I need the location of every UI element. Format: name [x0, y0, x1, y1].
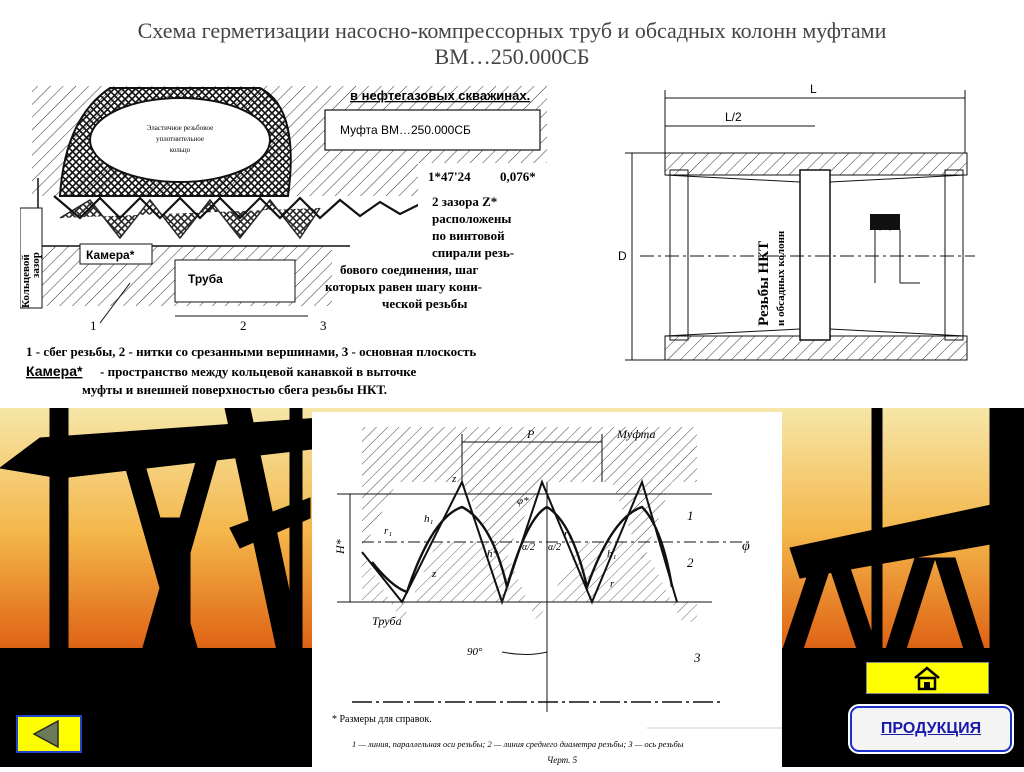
- angle-phi-label: φ: [742, 539, 750, 554]
- right-angle-label: 90°: [467, 646, 483, 658]
- note-line: спирали резь-: [432, 245, 515, 260]
- height-label: H*: [333, 539, 347, 554]
- pitch-label: P: [527, 427, 535, 441]
- legend-line: - пространство между кольцевой канавкой в выточке: [100, 364, 417, 379]
- ring-label: кольцо: [169, 146, 191, 154]
- ring-label: уплотнительное: [156, 135, 204, 143]
- legend-line: 1 - сбег резьбы, 2 - нитки со срезанными вершинами, 3 - основная плоскость: [26, 344, 477, 359]
- working-height-label: h₁: [607, 548, 617, 560]
- title-line-1: Схема герметизации насосно-компрессорных труб и обсадных колонн муфтами: [137, 18, 887, 43]
- legend-text: 1 — линия, параллельная оси резьбы; 2 — линия среднего диаметра резьбы; 3 — ось резьбы: [352, 739, 684, 749]
- home-icon: [867, 663, 988, 693]
- home-button[interactable]: [866, 662, 989, 694]
- pipe-label: Труба: [372, 614, 402, 628]
- ref-number: 1: [687, 508, 694, 523]
- diagram-subtitle: в нефтегазовых скважинах.: [350, 88, 531, 103]
- thread-label: Резьбы НКТ: [756, 240, 772, 326]
- profile-height-label: h*: [487, 548, 498, 560]
- angle-phi-label: φ*: [517, 495, 529, 507]
- ring-gap-label: зазор: [30, 252, 42, 278]
- note-line: бового соединения, шаг: [340, 262, 479, 277]
- ref-number: 3: [320, 318, 327, 333]
- ref-number: 3: [694, 650, 701, 665]
- radius-label: r₁: [564, 528, 573, 540]
- legend-line: муфты и внешней поверхностью сбега резьбы НКТ.: [82, 382, 388, 397]
- legend-chamber: Камера*: [26, 363, 83, 379]
- ring-label: Эластичное резьбовое: [146, 124, 214, 132]
- radius-label: r₁: [384, 525, 393, 537]
- figure-number: Черт. 5: [547, 755, 578, 765]
- back-button[interactable]: [16, 715, 82, 753]
- half-angle-label: α/2: [522, 542, 536, 553]
- title-line-2: ВМ…250.000СБ: [434, 44, 590, 69]
- products-button-label: ПРОДУКЦИЯ: [880, 720, 982, 737]
- angle-label: 1*47'24: [428, 169, 471, 184]
- pipe-label: Труба: [188, 272, 223, 286]
- coupling-label: Муфта ВМ…250.000СБ: [340, 123, 471, 137]
- half-length-label: L/2: [725, 110, 742, 124]
- working-height-label: h₁: [424, 513, 434, 525]
- thread-seal-detail: [20, 86, 548, 397]
- ref-number: 2: [687, 555, 694, 570]
- length-label: L: [810, 82, 817, 96]
- thread-profile-drawing: [312, 412, 782, 767]
- page-title: [0, 18, 1024, 70]
- gap-label: z: [432, 568, 437, 580]
- diameter-label: D: [618, 249, 627, 263]
- coupling-label: Муфта: [617, 427, 656, 441]
- chamber-label: Камера*: [86, 248, 135, 262]
- ref-number: 1: [90, 318, 97, 333]
- note-line: по винтовой: [432, 228, 505, 243]
- sealing-scheme-diagram: [20, 78, 980, 408]
- radius-label: r: [410, 573, 415, 585]
- gap-value-label: 0,076*: [500, 169, 536, 184]
- note-line: 2 зазора Z*: [432, 194, 498, 209]
- back-arrow-icon: [18, 717, 80, 751]
- radius-label: r: [610, 578, 615, 590]
- seal-filled-threads: [60, 200, 320, 238]
- note-line: расположены: [432, 211, 512, 226]
- products-button[interactable]: [850, 706, 1012, 752]
- ring-gap-label: Кольцевой: [20, 254, 32, 308]
- thread-label: и обсадных колонн: [775, 230, 787, 326]
- ref-number: 2: [240, 318, 247, 333]
- note-line: ческой резьбы: [382, 296, 468, 311]
- coupling-cross-section: [618, 82, 975, 360]
- gap-label: z: [452, 473, 457, 485]
- footnote: * Размеры для справок.: [332, 714, 432, 725]
- note-line: которых равен шагу кони-: [325, 279, 483, 294]
- half-angle-label: α/2: [548, 542, 562, 553]
